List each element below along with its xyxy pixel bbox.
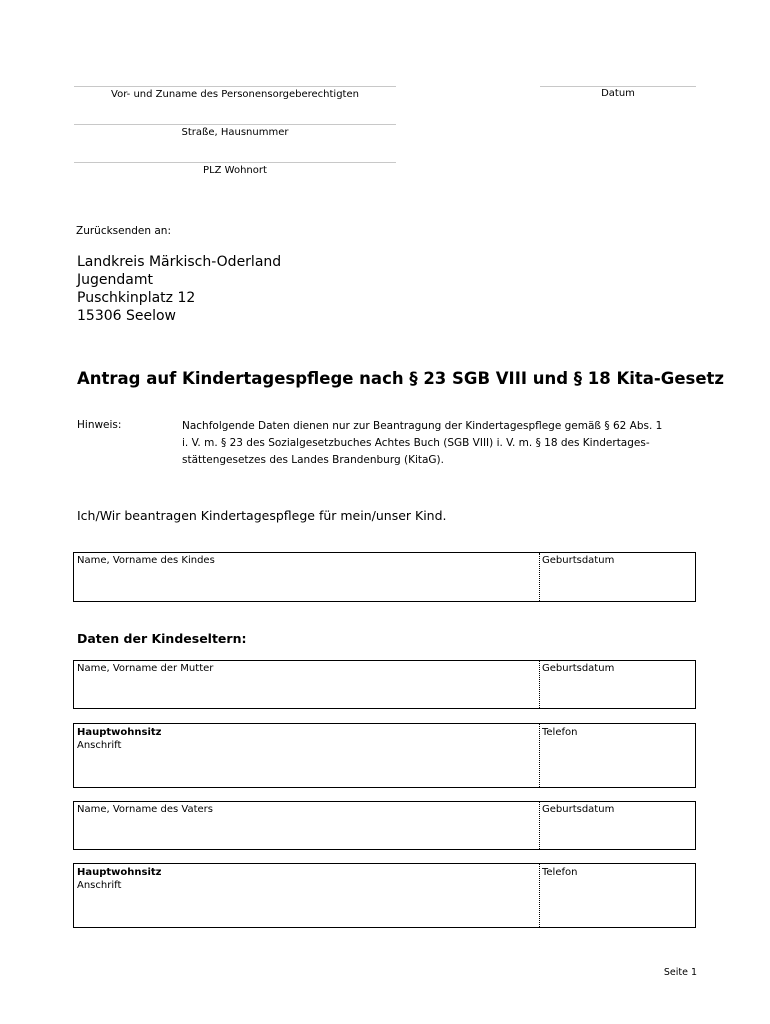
page-number: Seite 1: [663, 967, 697, 978]
city-caption: PLZ Wohnort: [203, 165, 267, 176]
father-residence-label: Hauptwohnsitz: [77, 867, 162, 878]
father-residence-box: [73, 863, 696, 928]
father-address-field[interactable]: Anschrift: [77, 880, 122, 891]
notice-label: Hinweis:: [77, 419, 122, 431]
mother-residence-box: [73, 723, 696, 788]
date-caption: Datum: [601, 88, 635, 99]
address-line: Puschkinplatz 12: [77, 290, 196, 306]
notice-line: Nachfolgende Daten dienen nur zur Beantragung der Kindertagespflege gemäß § 62 Abs. 1: [182, 420, 663, 432]
father-birthdate-field[interactable]: Geburtsdatum: [542, 804, 615, 815]
divider: [539, 724, 540, 787]
page-title: Antrag auf Kindertagespflege nach § 23 SGB VIII und § 18 Kita-Gesetz: [77, 369, 725, 388]
street-caption: Straße, Hausnummer: [181, 127, 289, 138]
city-line[interactable]: [74, 162, 396, 163]
name-caption: Vor- und Zuname des Personensorgeberechtigten: [111, 89, 359, 100]
child-name-field[interactable]: Name, Vorname des Kindes: [77, 555, 215, 566]
return-address: [77, 253, 281, 325]
address-line: Landkreis Märkisch-Oderland: [77, 254, 282, 270]
street-line[interactable]: [74, 124, 396, 125]
notice-line: i. V. m. § 23 des Sozialgesetzbuches Achtes Buch (SGB VIII) i. V. m. § 18 des Kindertages-: [182, 437, 650, 449]
parents-heading: Daten der Kindeseltern:: [77, 631, 247, 646]
mother-birthdate-field[interactable]: Geburtsdatum: [542, 663, 615, 674]
return-to-label: Zurücksenden an:: [76, 225, 172, 237]
mother-phone-field[interactable]: Telefon: [542, 727, 578, 738]
father-name-box: [73, 801, 696, 850]
divider: [539, 553, 540, 601]
date-line[interactable]: [540, 86, 696, 87]
mother-name-box: [73, 660, 696, 709]
notice-text: [182, 418, 682, 469]
mother-name-field[interactable]: Name, Vorname der Mutter: [77, 663, 214, 674]
divider: [539, 802, 540, 849]
child-birthdate-field[interactable]: Geburtsdatum: [542, 555, 615, 566]
address-line: Jugendamt: [77, 272, 153, 288]
father-phone-field[interactable]: Telefon: [542, 867, 578, 878]
address-line: 15306 Seelow: [77, 308, 177, 324]
divider: [539, 661, 540, 708]
request-text: Ich/Wir beantragen Kindertagespflege für mein/unser Kind.: [77, 508, 447, 523]
child-box: [73, 552, 696, 602]
mother-residence-label: Hauptwohnsitz: [77, 727, 162, 738]
father-name-field[interactable]: Name, Vorname des Vaters: [77, 804, 213, 815]
name-line[interactable]: [74, 86, 396, 87]
divider: [539, 864, 540, 927]
notice-line: stättengesetzes des Landes Brandenburg (KitaG).: [182, 454, 444, 466]
mother-address-field[interactable]: Anschrift: [77, 740, 122, 751]
